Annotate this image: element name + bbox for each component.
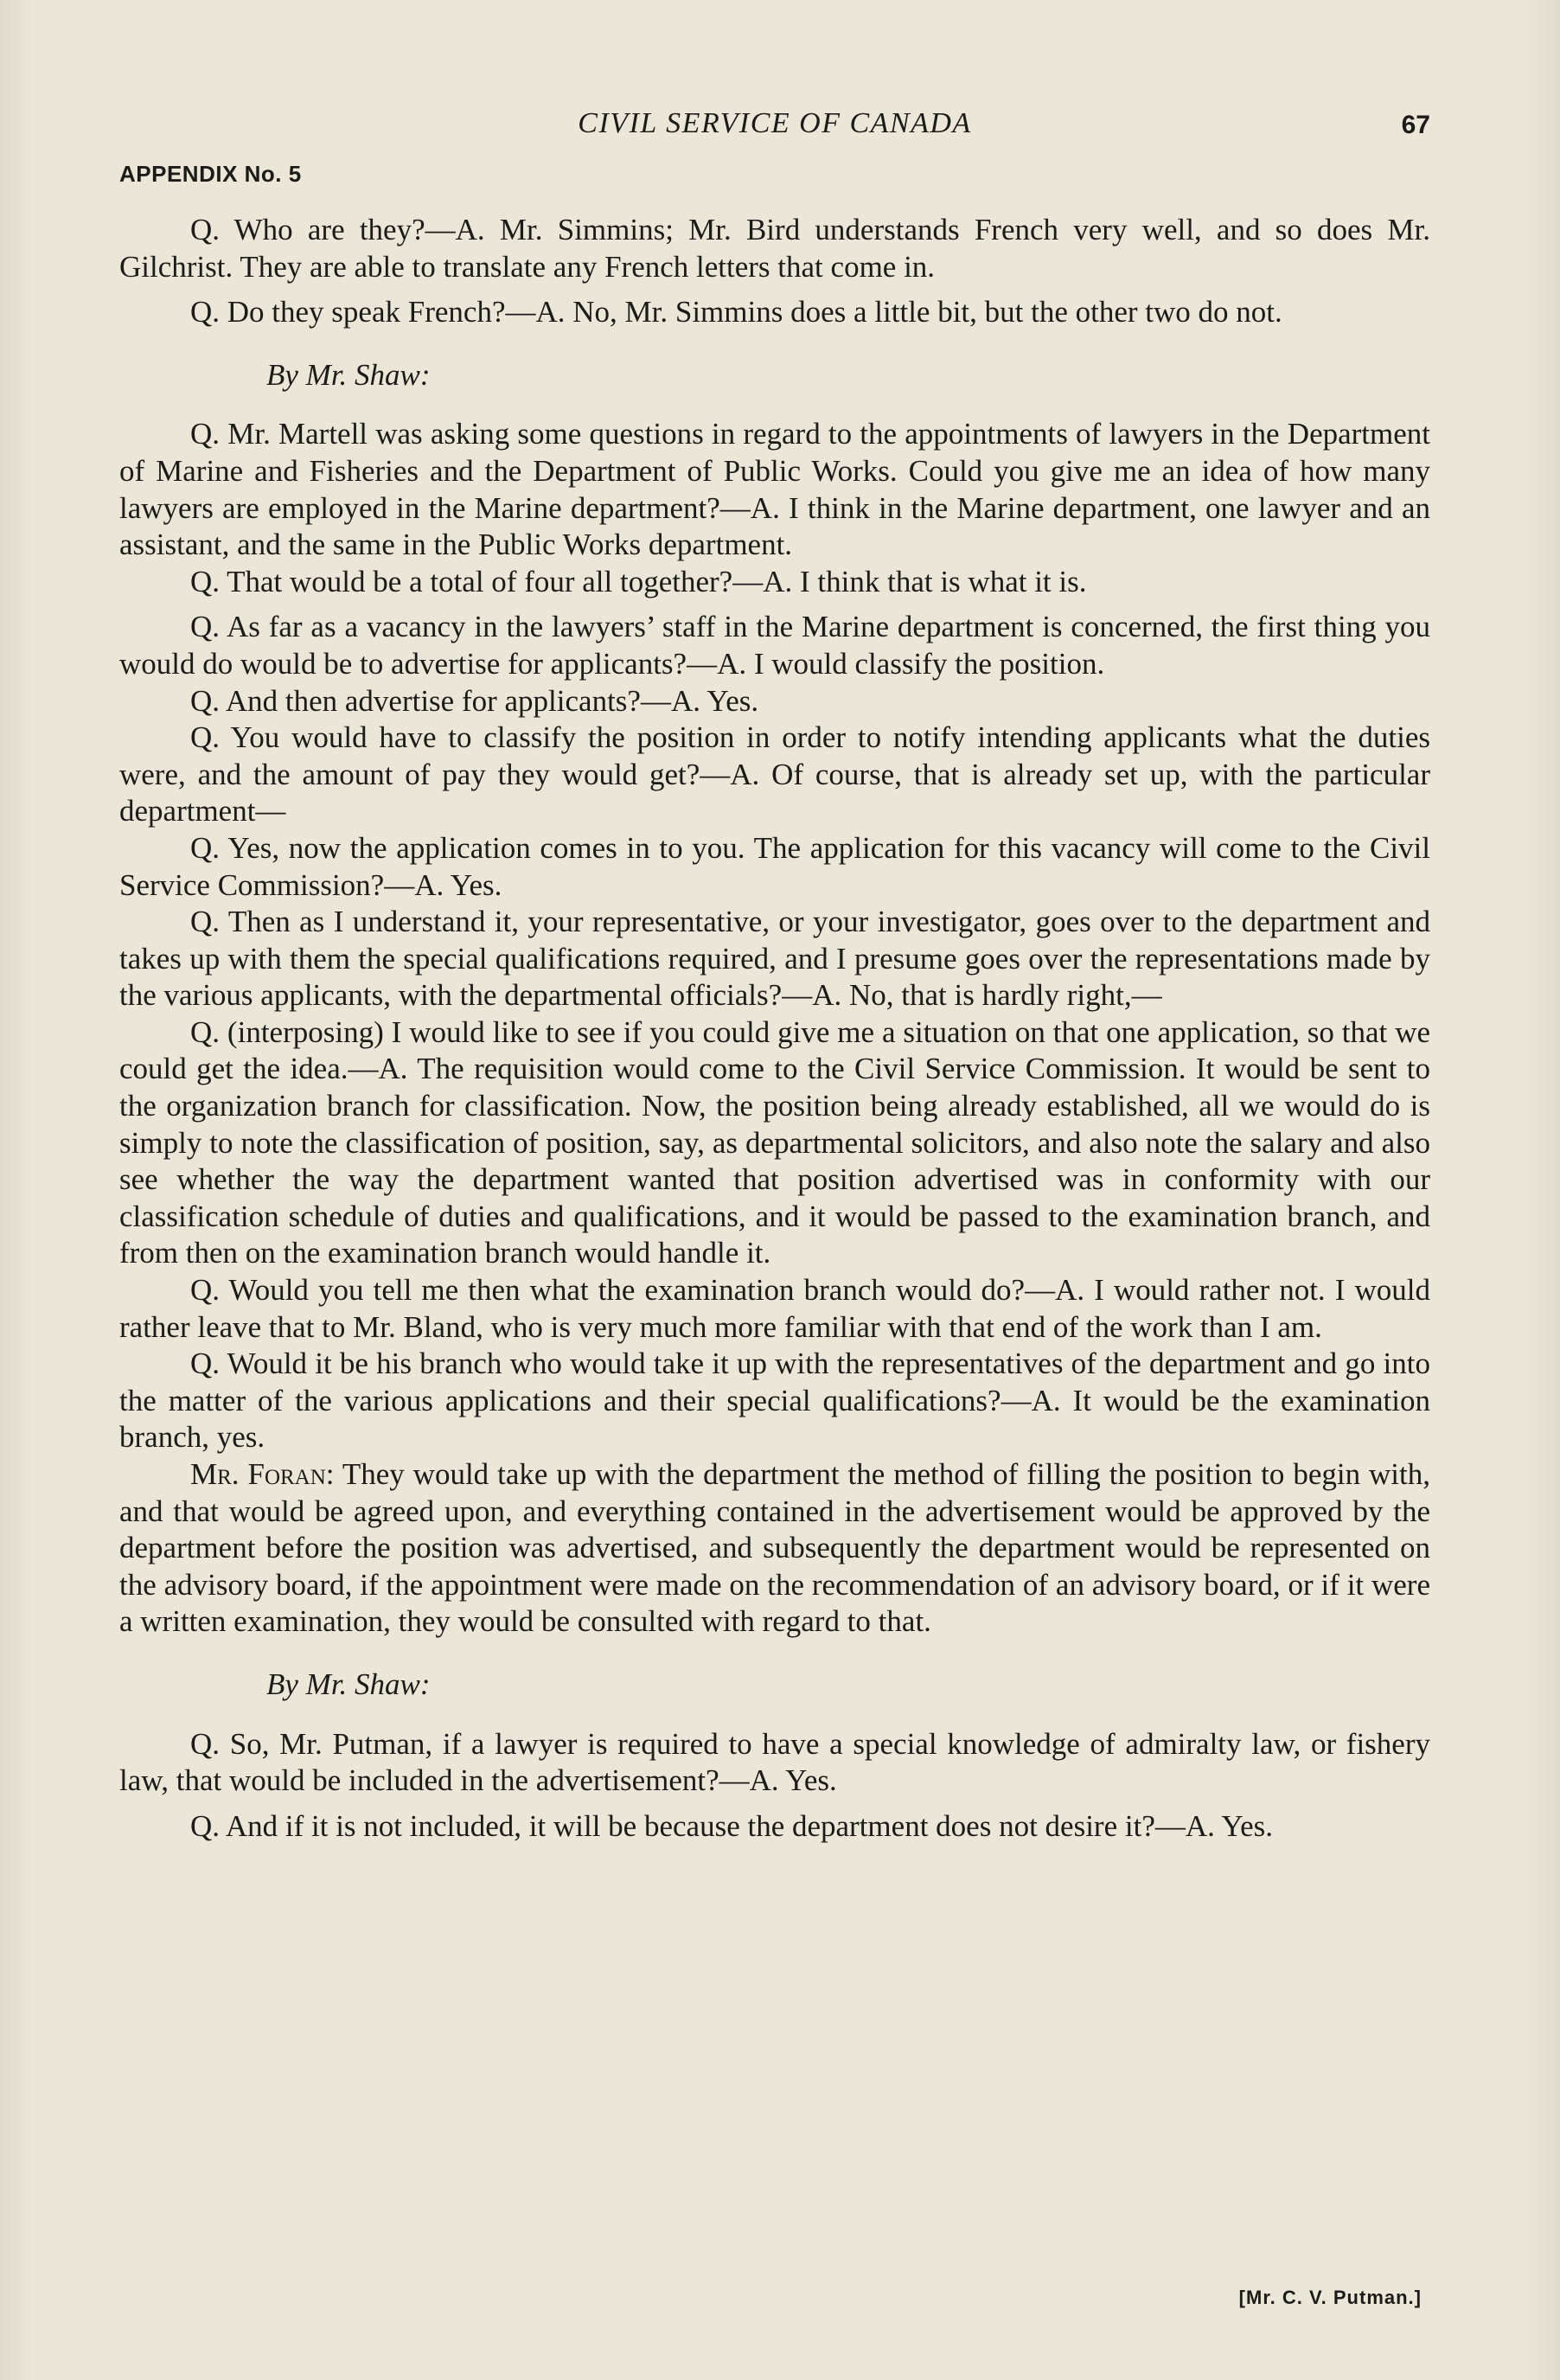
paragraph: Q. As far as a vacancy in the lawyers’ staff in the Marine department is concerned, the first thing you would do would be to advertise for applicants?—A. I would classify the position. <box>119 610 1430 681</box>
section-heading: By Mr. Shaw: <box>266 357 431 392</box>
speaker-name: Mr. Foran <box>190 1457 326 1491</box>
section-heading: By Mr. Shaw: <box>266 1667 431 1701</box>
paragraph: Q. And if it is not included, it will be because the department does not desire it?—A. Yes. <box>190 1808 1274 1843</box>
running-head <box>119 102 1430 154</box>
appendix-label: APPENDIX No. 5 <box>119 161 302 187</box>
paragraph: Q. Would you tell me then what the examination branch would do?—A. I would rather not. I would rather leave that to Mr. Bland, who is very much more familiar with that end of the work than I am. <box>119 1273 1430 1344</box>
paragraph: Q. Yes, now the application comes in to you. The application for this vacancy will come to the Civil Service Commission?—A. Yes. <box>119 830 1430 902</box>
paragraph: Q. (interposing) I would like to see if you could give me a situation on that one application, so that we could get the idea.—A. The requisition would come to the Civil Service Commission. It would be sent to the organization branch for classification. Now, the position being already established, all we would do is simply to note the classification of position, say, as departmental solicitors, and also note the salary and also see whether the way the department wanted that position advertised was in conformity with our classification schedule of duties and qualifications, and it would be passed to the examination branch, and from then on the examination branch would handle it. <box>119 1014 1430 1270</box>
paragraph: Q. Do they speak French?—A. No, Mr. Simmins does a little bit, but the other two do not. <box>190 295 1282 329</box>
paragraph: Q. Who are they?—A. Mr. Simmins; Mr. Bird understands French very well, and so does Mr. Gilchrist. They are able to translate any French letters that come in. <box>119 213 1430 284</box>
speaker-statement: : They would take up with the department the method of filling the position to begin with, and that would be agreed upon, and everything contained in the advertisement would be approved by the department before the position was advertised, and subsequently the department would be represented on the advisory board, if the appointment were made on the recommendation of an advisory board, or if it were a written examination, they would be consulted with regard to that. <box>119 1457 1430 1639</box>
paragraph: Q. That would be a total of four all together?—A. I think that is what it is. <box>190 564 1087 598</box>
paragraph: Q. Mr. Martell was asking some questions in regard to the appointments of lawyers in the Department of Marine and Fisheries and the Department of Public Works. Could you give me an idea of how many lawyers are employed in the Marine department?—A. I think in the Marine department, one lawyer and an assistant, and the same in the Public Works department. <box>119 417 1430 562</box>
running-title: CIVIL SERVICE OF CANADA <box>578 107 972 139</box>
paragraph <box>119 1456 1430 1641</box>
witness-signature: [Mr. C. V. Putman.] <box>1238 2287 1422 2308</box>
paragraph: Q. And then advertise for applicants?—A. Yes. <box>190 683 759 718</box>
paragraph: Q. Then as I understand it, your representative, or your investigator, goes over to the department and takes up with them the special qualifications required, and I presume goes over the representations made by the various applicants, with the departmental officials?—A. No, that is hardly right,— <box>119 905 1430 1013</box>
page-number: 67 <box>1401 111 1430 139</box>
body-text <box>119 212 1430 1845</box>
paragraph: Q. Would it be his branch who would take it up with the representatives of the department and go into the matter of the various applications and their special qualifications?—A. It would be the examination branch, yes. <box>119 1347 1430 1455</box>
paragraph: Q. You would have to classify the position in order to notify intending applicants what the duties were, and the amount of pay they would get?—A. Of course, that is already set up, with the particular department— <box>119 720 1430 829</box>
paragraph: Q. So, Mr. Putman, if a lawyer is required to have a special knowledge of admiralty law, or fishery law, that would be included in the advertisement?—A. Yes. <box>119 1726 1430 1798</box>
